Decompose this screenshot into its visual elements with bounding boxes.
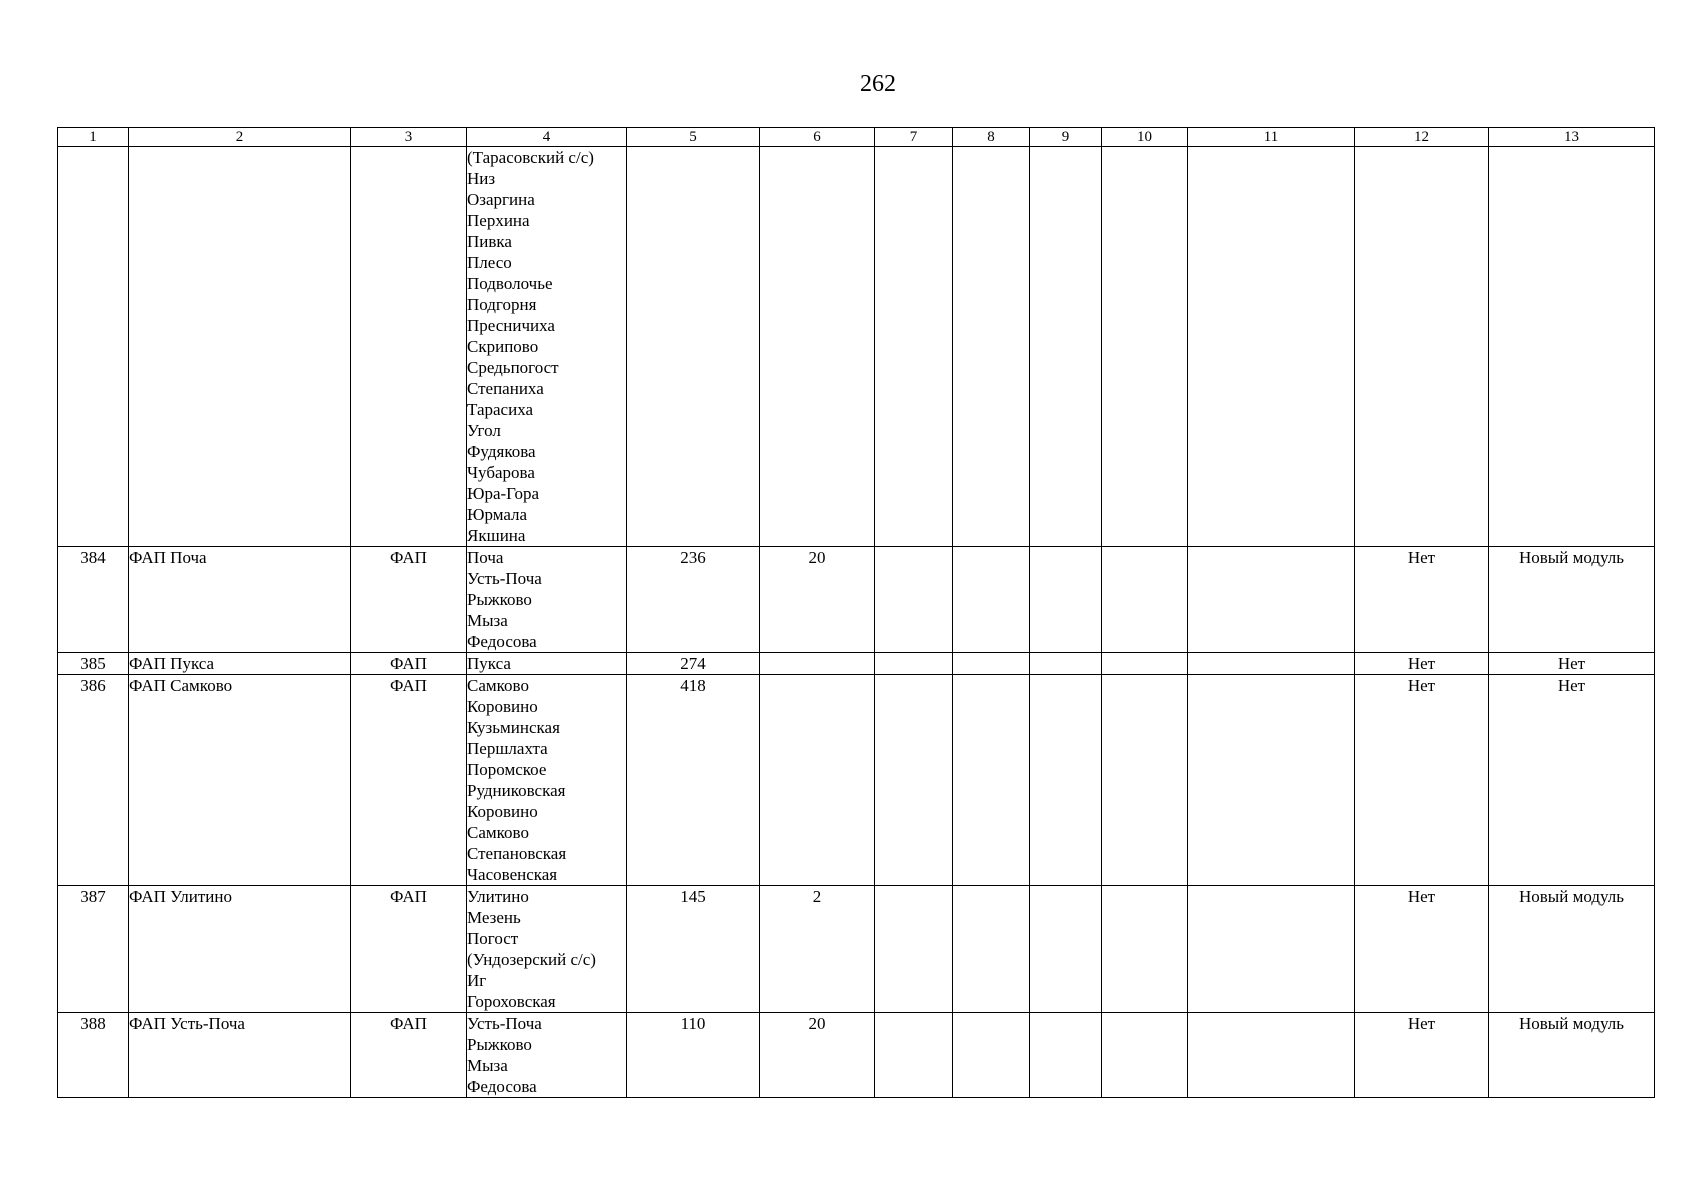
column-header: 9 <box>1030 128 1102 147</box>
col8-cell <box>953 547 1030 653</box>
settlement-name: Усть-Поча <box>467 1014 542 1033</box>
settlement-name: Плесо <box>467 253 512 272</box>
col8-cell <box>953 1013 1030 1098</box>
col10-cell <box>1102 147 1188 547</box>
settlements-cell <box>467 675 627 886</box>
table-row <box>58 1013 1655 1098</box>
settlement-name: Часовенская <box>467 865 558 884</box>
col13-cell: Новый модуль <box>1489 886 1655 1013</box>
column-header: 10 <box>1102 128 1188 147</box>
settlement-name: Иг <box>467 971 487 990</box>
column-header: 7 <box>875 128 953 147</box>
col12-cell: Нет <box>1355 675 1489 886</box>
col7-cell <box>875 886 953 1013</box>
settlement-name: Подгорня <box>467 295 537 314</box>
settlements-cell <box>467 547 627 653</box>
col7-cell <box>875 147 953 547</box>
col11-cell <box>1188 653 1355 675</box>
settlement-name: Степановская <box>467 844 567 863</box>
settlement-name: Поча <box>467 548 504 567</box>
settlements-cell <box>467 147 627 547</box>
col6-cell <box>760 653 875 675</box>
settlement-name: Чубарова <box>467 463 535 482</box>
settlement-name: Подволочье <box>467 274 553 293</box>
col10-cell <box>1102 886 1188 1013</box>
table-row <box>58 886 1655 1013</box>
header-row <box>58 128 1655 147</box>
settlement-name: Средьпогост <box>467 358 559 377</box>
settlement-name: Скрипово <box>467 337 539 356</box>
col5-cell: 145 <box>627 886 760 1013</box>
data-table <box>57 127 1655 1098</box>
table-row <box>58 653 1655 675</box>
settlement-name: Федосова <box>467 1077 537 1096</box>
settlement-name: Рыжково <box>467 1035 532 1054</box>
settlement-name: Самково <box>467 823 529 842</box>
col9-cell <box>1030 547 1102 653</box>
col12-cell <box>1355 147 1489 547</box>
col7-cell <box>875 675 953 886</box>
col5-cell <box>627 147 760 547</box>
col10-cell <box>1102 547 1188 653</box>
settlement-name: Рудниковская <box>467 781 566 800</box>
settlement-name: Кузьминская <box>467 718 560 737</box>
settlement-name: Мезень <box>467 908 521 927</box>
col10-cell <box>1102 1013 1188 1098</box>
settlement-name: Юрмала <box>467 505 528 524</box>
col6-cell: 2 <box>760 886 875 1013</box>
col13-cell: Нет <box>1489 653 1655 675</box>
settlement-name: Коровино <box>467 697 538 716</box>
settlement-name: Самково <box>467 676 529 695</box>
col12-cell: Нет <box>1355 886 1489 1013</box>
facility-type-cell: ФАП <box>351 675 467 886</box>
settlements-cell <box>467 886 627 1013</box>
table-row <box>58 547 1655 653</box>
settlement-name: Озаргина <box>467 190 535 209</box>
col12-cell: Нет <box>1355 1013 1489 1098</box>
settlement-name: Погост <box>467 929 519 948</box>
row-number-cell: 388 <box>58 1013 129 1098</box>
settlement-name: Перхина <box>467 211 530 230</box>
col7-cell <box>875 547 953 653</box>
col11-cell <box>1188 675 1355 886</box>
col13-cell: Нет <box>1489 675 1655 886</box>
col12-cell: Нет <box>1355 547 1489 653</box>
facility-name-cell: ФАП Пукса <box>129 653 351 675</box>
column-header: 12 <box>1355 128 1489 147</box>
table-row <box>58 147 1655 547</box>
table-body <box>58 147 1655 1098</box>
col8-cell <box>953 147 1030 547</box>
page-number: 262 <box>860 71 896 97</box>
col9-cell <box>1030 653 1102 675</box>
settlement-name: Гороховская <box>467 992 556 1011</box>
facility-type-cell: ФАП <box>351 653 467 675</box>
column-header: 1 <box>58 128 129 147</box>
column-header: 3 <box>351 128 467 147</box>
settlement-name: Пресничиха <box>467 316 555 335</box>
settlement-name: Угол <box>467 421 501 440</box>
col8-cell <box>953 886 1030 1013</box>
col9-cell <box>1030 147 1102 547</box>
col6-cell <box>760 147 875 547</box>
facility-name-cell <box>129 147 351 547</box>
facility-name-cell: ФАП Усть-Поча <box>129 1013 351 1098</box>
col11-cell <box>1188 147 1355 547</box>
column-header: 4 <box>467 128 627 147</box>
col13-cell <box>1489 147 1655 547</box>
col5-cell: 110 <box>627 1013 760 1098</box>
settlement-name: Усть-Поча <box>467 569 542 588</box>
col6-cell <box>760 675 875 886</box>
col9-cell <box>1030 1013 1102 1098</box>
row-number-cell: 384 <box>58 547 129 653</box>
row-number-cell: 385 <box>58 653 129 675</box>
settlement-name: (Ундозерский с/с) <box>467 950 596 969</box>
settlement-name: Степаниха <box>467 379 544 398</box>
col7-cell <box>875 1013 953 1098</box>
settlement-name: Мыза <box>467 611 508 630</box>
column-header: 13 <box>1489 128 1655 147</box>
col6-cell: 20 <box>760 547 875 653</box>
row-number-cell: 386 <box>58 675 129 886</box>
column-header: 2 <box>129 128 351 147</box>
column-header: 11 <box>1188 128 1355 147</box>
col9-cell <box>1030 675 1102 886</box>
settlement-name: (Тарасовский с/с) <box>467 148 594 167</box>
settlement-name: Низ <box>467 169 496 188</box>
settlement-name: Рыжково <box>467 590 532 609</box>
col10-cell <box>1102 675 1188 886</box>
row-number-cell: 387 <box>58 886 129 1013</box>
settlements-cell <box>467 1013 627 1098</box>
settlement-name: Улитино <box>467 887 529 906</box>
settlement-name: Поромское <box>467 760 547 779</box>
facility-name-cell: ФАП Самково <box>129 675 351 886</box>
settlement-name: Федосова <box>467 632 537 651</box>
settlement-name: Юра-Гора <box>467 484 540 503</box>
settlement-name: Тарасиха <box>467 400 534 419</box>
col11-cell <box>1188 547 1355 653</box>
facility-type-cell: ФАП <box>351 886 467 1013</box>
col5-cell: 418 <box>627 675 760 886</box>
facility-type-cell: ФАП <box>351 547 467 653</box>
row-number-cell <box>58 147 129 547</box>
settlement-name: Пивка <box>467 232 512 251</box>
col13-cell: Новый модуль <box>1489 547 1655 653</box>
col12-cell: Нет <box>1355 653 1489 675</box>
col5-cell: 236 <box>627 547 760 653</box>
table-row <box>58 675 1655 886</box>
settlement-name: Коровино <box>467 802 538 821</box>
col6-cell: 20 <box>760 1013 875 1098</box>
col5-cell: 274 <box>627 653 760 675</box>
col11-cell <box>1188 1013 1355 1098</box>
col13-cell: Новый модуль <box>1489 1013 1655 1098</box>
col8-cell <box>953 675 1030 886</box>
facility-type-cell <box>351 147 467 547</box>
column-header: 8 <box>953 128 1030 147</box>
col11-cell <box>1188 886 1355 1013</box>
settlement-name: Пукса <box>467 654 511 673</box>
facility-name-cell: ФАП Поча <box>129 547 351 653</box>
col9-cell <box>1030 886 1102 1013</box>
settlement-name: Якшина <box>467 526 526 545</box>
col8-cell <box>953 653 1030 675</box>
column-header: 6 <box>760 128 875 147</box>
settlement-name: Мыза <box>467 1056 508 1075</box>
facility-type-cell: ФАП <box>351 1013 467 1098</box>
col7-cell <box>875 653 953 675</box>
facility-name-cell: ФАП Улитино <box>129 886 351 1013</box>
column-header: 5 <box>627 128 760 147</box>
col10-cell <box>1102 653 1188 675</box>
settlement-name: Фудякова <box>467 442 536 461</box>
settlements-cell <box>467 653 627 675</box>
settlement-name: Першлахта <box>467 739 548 758</box>
